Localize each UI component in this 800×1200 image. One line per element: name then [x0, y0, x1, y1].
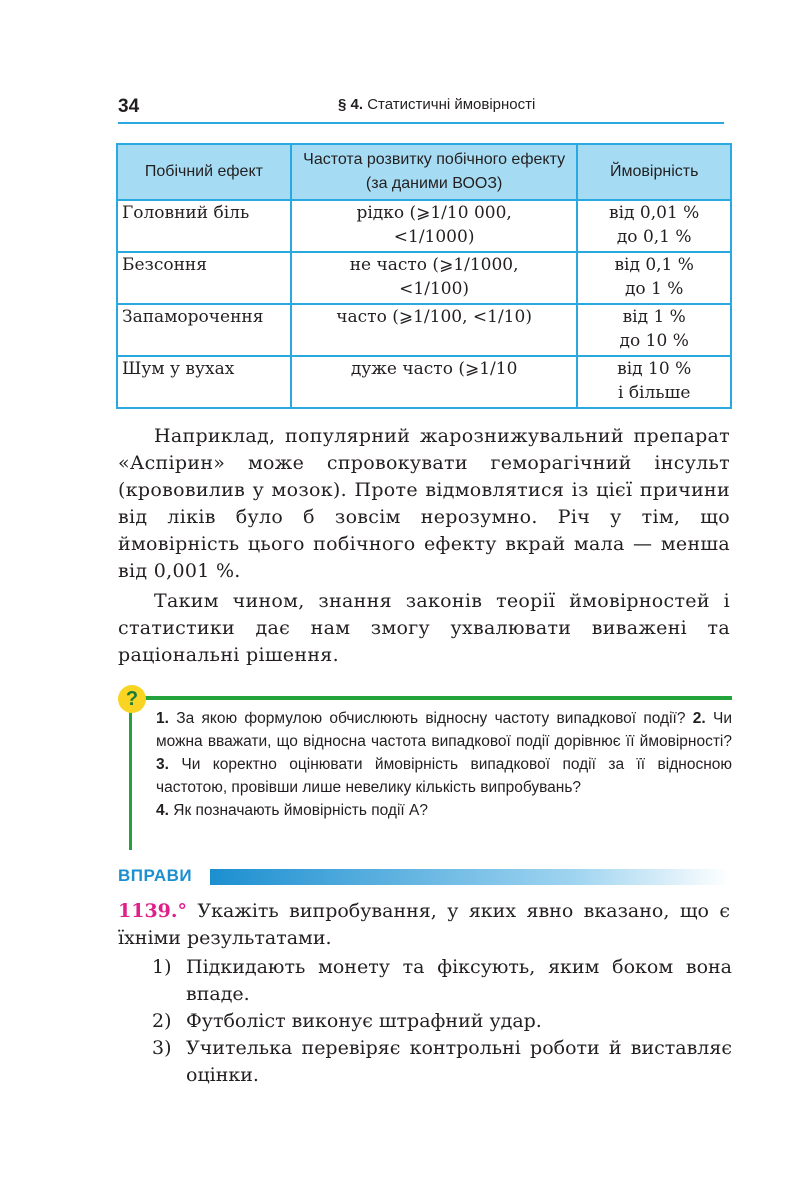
review-questions: [118, 685, 732, 850]
probability-line: від 10 %: [617, 359, 692, 379]
frequency-line: дуже часто (⩾1/10: [350, 359, 518, 379]
table-row: [117, 304, 731, 356]
exercise-1139: [118, 898, 730, 952]
list-item: [152, 1008, 732, 1035]
exercise-items: [152, 954, 732, 1089]
table-header-cell: Ймовірність: [577, 144, 731, 200]
effect-cell: Безсоння: [117, 252, 291, 304]
paragraph-text: Таким чином, знання законів теорії ймовірностей і статистики дає нам змогу ухвалювати виважені та раціональні рішення.: [118, 590, 730, 666]
probability-line: до 0,1 %: [616, 227, 692, 247]
page-number: 34: [118, 96, 140, 117]
questions-rule-vertical: [129, 711, 132, 850]
probability-line: від 0,1 %: [614, 255, 694, 275]
question-text: Як позначають ймовірність події A?: [173, 802, 428, 819]
probability-cell: [577, 356, 731, 408]
page-header: [118, 96, 724, 124]
frequency-line: часто (⩾1/100, <1/10): [336, 307, 532, 327]
question-number: 2.: [692, 710, 706, 727]
probability-cell: [577, 200, 731, 252]
side-effects-table: [116, 143, 732, 409]
question-mark-icon: ?: [118, 685, 146, 713]
exercises-label: ВПРАВИ: [118, 866, 193, 885]
exercises-bar: [210, 869, 730, 885]
table-header-row: [117, 144, 731, 200]
frequency-line: не часто (⩾1/1000,: [349, 255, 519, 275]
paragraph-aspirin: [118, 423, 730, 585]
list-item: [152, 1035, 732, 1089]
running-head: [338, 96, 535, 113]
effect-cell: Головний біль: [117, 200, 291, 252]
question-number: 1.: [156, 710, 169, 727]
probability-line: і більше: [617, 383, 691, 403]
question-text: Чи можна вважати, що відносна частота випадкової події дорівнює її ймовірності?: [156, 710, 733, 750]
frequency-line: <1/100): [399, 279, 470, 299]
table-header-cell: Частота розвитку побічного ефекту (за даними ВООЗ): [291, 144, 578, 200]
probability-line: від 0,01 %: [609, 203, 700, 223]
frequency-cell: [291, 200, 578, 252]
list-item: [152, 954, 732, 1008]
probability-line: від 1 %: [622, 307, 686, 327]
frequency-line: рідко (⩾1/10 000,: [356, 203, 512, 223]
frequency-cell: [291, 304, 578, 356]
frequency-cell: [291, 356, 578, 408]
section-title: Статистичні ймовірності: [367, 96, 536, 113]
questions-rule: [140, 696, 732, 700]
frequency-cell: [291, 252, 578, 304]
table-row: [117, 356, 731, 408]
item-text: Футболіст виконує штрафний удар.: [186, 1010, 542, 1032]
probability-line: до 10 %: [619, 331, 689, 351]
item-number: 1): [152, 956, 172, 978]
effect-cell: Шум у вухах: [117, 356, 291, 408]
table-header-cell: Побічний ефект: [117, 144, 291, 200]
probability-cell: [577, 304, 731, 356]
question-number: 4.: [156, 802, 169, 819]
exercise-number: 1139.°: [118, 900, 187, 922]
table-row: [117, 252, 731, 304]
paragraph-text: Наприклад, популярний жарознижувальний препарат «Аспірин» може спровокувати геморагічний інсульт (крововилив у мозок). Проте відмовлятися із цієї причини від ліків було б зовсім нерозумно. Річ у тім, що ймовірність цього побічного ефекту вкрай мала — менша від 0,001 %.: [118, 425, 730, 582]
item-number: 3): [152, 1037, 172, 1059]
exercises-heading: [118, 866, 730, 888]
item-text: Підкидають монету та фіксують, яким боком вона впаде.: [186, 956, 732, 1005]
question-text: За якою формулою обчислюють відносну частоту випадкової події?: [176, 710, 686, 727]
paragraph-conclusion: [118, 588, 730, 669]
section-number: § 4.: [338, 96, 364, 113]
questions-text: [156, 707, 732, 822]
exercise-text: Укажіть випробування, у яких явно вказано, що є їхніми результатами.: [118, 900, 730, 949]
probability-line: до 1 %: [624, 279, 684, 299]
question-number: 3.: [156, 756, 169, 773]
question-text: Чи коректно оцінювати ймовірність випадкової події за її відносною частотою, провівши лише невелику кількість випробувань?: [156, 756, 733, 796]
item-number: 2): [152, 1010, 172, 1032]
table-row: [117, 200, 731, 252]
probability-cell: [577, 252, 731, 304]
item-text: Учителька перевіряє контрольні роботи й виставляє оцінки.: [186, 1037, 732, 1086]
effect-cell: Запаморочення: [117, 304, 291, 356]
frequency-line: <1/1000): [393, 227, 475, 247]
